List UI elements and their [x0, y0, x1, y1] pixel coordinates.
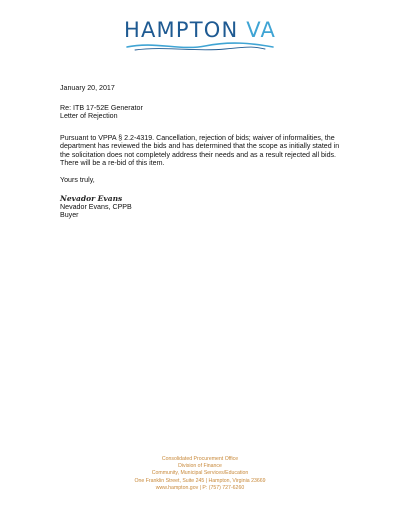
logo-wave-icon: [125, 42, 275, 52]
letter-body: Pursuant to VPPA § 2.2-4319. Cancellation, rejection of bids; waiver of informalities, the department has reviewed the bids and has determined that the scope as initially stated in the solicitation does not completely address their needs and as a result rejected all bids. There will be a re-bid of this item.: [60, 134, 340, 168]
handwritten-signature: Nevador Evans: [60, 194, 123, 203]
footer-website-phone: www.hampton.gov | P: (757) 727-6260: [155, 484, 245, 491]
footer-division: Division of Finance: [178, 463, 222, 470]
signer-block: [60, 203, 350, 220]
re-line: Re: ITB 17-52E Generator: [60, 104, 143, 112]
logo-wordmark: [0, 18, 400, 42]
logo-main-text: HAMPTON: [123, 18, 239, 42]
signer-name: Nevador Evans, CPPB: [60, 203, 132, 211]
footer-department: Community, Municipal Services/Education: [151, 470, 249, 477]
letterhead-footer: [0, 456, 400, 492]
letter-closing: Yours truly,: [60, 176, 95, 184]
footer-office: Consolidated Procurement Office: [161, 456, 239, 462]
signer-title: Buyer: [60, 211, 79, 220]
subject-line: Letter of Rejection: [60, 112, 118, 121]
hampton-va-logo: [0, 18, 400, 52]
letter-date: January 20, 2017: [60, 84, 115, 92]
logo-suffix-text: VA: [246, 18, 277, 42]
letter-reference: [60, 104, 350, 121]
footer-address: One Franklin Street, Suite 245 | Hampton, Virginia 23669: [134, 477, 266, 484]
